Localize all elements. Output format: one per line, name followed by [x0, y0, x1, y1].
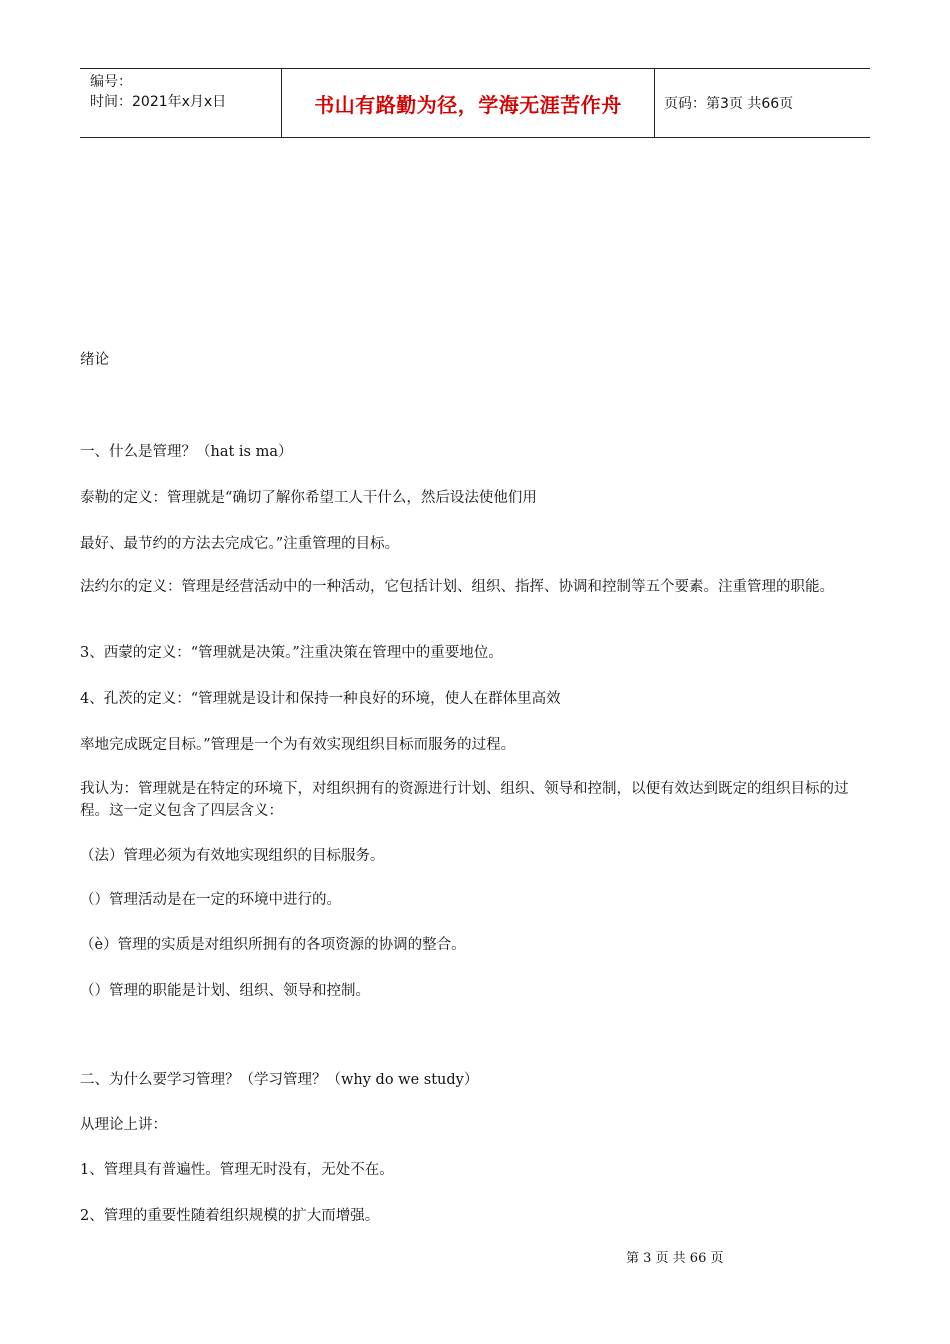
chapter-title: 绪论 — [80, 352, 109, 368]
list-item-point-3: （è）管理的实质是对组织所拥有的各项资源的协调的整合。 — [80, 937, 466, 953]
list-item-point-4: （）管理的职能是计划、组织、领导和控制。 — [80, 983, 370, 999]
paragraph-theory: 从理论上讲： — [80, 1117, 167, 1133]
list-item-point-2: （）管理活动是在一定的环境中进行的。 — [80, 892, 341, 908]
date-label: 时间：2021年x月x日 — [90, 94, 227, 110]
paragraph-koontz-line2: 率地完成既定目标。”管理是一个为有效实现组织目标而服务的过程。 — [80, 737, 516, 753]
serial-number-label: 编号： — [90, 74, 132, 90]
section-heading-1: 一、什么是管理？（hat is ma） — [80, 444, 293, 460]
header-motto: 书山有路勤为径，学海无涯苦作舟 — [282, 69, 655, 137]
paragraph-simon: 3、西蒙的定义：“管理就是决策。”注重决策在管理中的重要地位。 — [80, 645, 503, 661]
paragraph-taylor-line2: 最好、最节约的方法去完成它。”注重管理的目标。 — [80, 536, 400, 552]
paragraph-taylor-line1: 泰勒的定义：管理就是“确切了解你希望工人干什么，然后设法使他们用 — [80, 490, 537, 506]
paragraph-my-view: 我认为：管理就是在特定的环境下，对组织拥有的资源进行计划、组织、领导和控制，以便有效达到既定的组织目标的过程。这一定义包含了四层含义： — [80, 781, 849, 819]
header-page-number: 页码：第3页 共66页 — [664, 96, 794, 112]
paragraph-fayol: 法约尔的定义：管理是经营活动中的一种活动，它包括计划、组织、指挥、协调和控制等五个要素。注重管理的职能。 — [80, 579, 834, 595]
footer-page-number: 第 3 页 共 66 页 — [626, 1251, 724, 1266]
document-header — [80, 68, 870, 138]
list-item-1: 1、管理具有普遍性。管理无时没有，无处不在。 — [80, 1162, 394, 1178]
header-meta — [80, 69, 282, 137]
list-item-point-1: （法）管理必须为有效地实现组织的目标服务。 — [80, 848, 385, 864]
section-heading-2: 二、为什么要学习管理？（学习管理？（why do we study） — [80, 1072, 479, 1088]
list-item-2: 2、管理的重要性随着组织规模的扩大而增强。 — [80, 1208, 380, 1224]
paragraph-koontz-line1: 4、孔茨的定义：“管理就是设计和保持一种良好的环境，使人在群体里高效 — [80, 691, 561, 707]
